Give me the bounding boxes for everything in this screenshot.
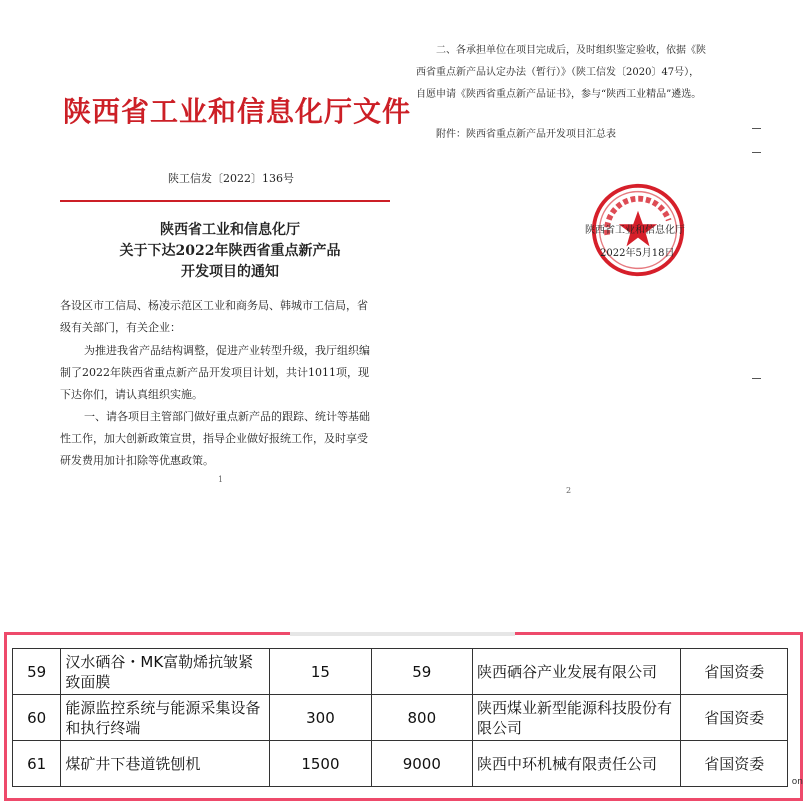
value-b: 800 bbox=[371, 695, 472, 741]
notice-title bbox=[60, 220, 400, 283]
body-line: 研发费用加计扣除等优惠政策。 bbox=[60, 454, 214, 467]
value-b: 9000 bbox=[371, 741, 472, 787]
scan-mark bbox=[752, 128, 761, 129]
red-divider bbox=[60, 200, 390, 202]
table-row bbox=[13, 695, 788, 741]
department: 省国资委 bbox=[681, 695, 788, 741]
company-name: 陕西煤业新型能源科技股份有限公司 bbox=[472, 695, 680, 741]
page2-line: 自愿申请《陕西省重点新产品证书》，参与“陕西工业精品”遴选。 bbox=[416, 89, 702, 100]
body-line: 为推进我省产品结构调整，促进产业转型升级，我厅组织编 bbox=[84, 344, 370, 357]
value-b: 59 bbox=[371, 649, 472, 695]
notice-title-line: 开发项目的通知 bbox=[181, 264, 279, 280]
product-name: 能源监控系统与能源采集设备和执行终端 bbox=[61, 695, 270, 741]
document-header: 陕西省工业和信息化厅文件 bbox=[63, 95, 412, 128]
scan-mark bbox=[752, 152, 761, 153]
product-name: 汉水硒谷・MK富勒烯抗皱紧致面膜 bbox=[61, 649, 270, 695]
company-name: 陕西硒谷产业发展有限公司 bbox=[472, 649, 680, 695]
department: 省国资委 bbox=[681, 649, 788, 695]
value-a: 1500 bbox=[270, 741, 371, 787]
addressee-line: 级有关部门，有关企业： bbox=[60, 321, 181, 334]
notice-title-line: 关于下达2022年陕西省重点新产品 bbox=[119, 243, 341, 259]
edge-text: on bbox=[791, 777, 803, 787]
table-row bbox=[13, 649, 788, 695]
company-name: 陕西中环机械有限责任公司 bbox=[472, 741, 680, 787]
issue-date: 2022年5月18日 bbox=[600, 248, 675, 259]
attachment-note: 附件：陕西省重点新产品开发项目汇总表 bbox=[436, 129, 616, 140]
addressee bbox=[60, 295, 368, 339]
issuer-name: 陕西省工业和信息化厅 bbox=[585, 225, 685, 236]
value-a: 15 bbox=[270, 649, 371, 695]
project-table bbox=[12, 648, 788, 787]
document-number: 陕工信发〔2022〕136号 bbox=[168, 172, 294, 185]
row-index: 60 bbox=[13, 695, 61, 741]
value-a: 300 bbox=[270, 695, 371, 741]
page2-line: 西省重点新产品认定办法（暂行）》（陕工信发〔2020〕47号）， bbox=[416, 67, 700, 78]
addressee-line: 各设区市工信局、杨凌示范区工业和商务局、韩城市工信局，省 bbox=[60, 299, 368, 312]
page-number: 2 bbox=[566, 486, 572, 495]
body-line: 制了2022年陕西省重点新产品开发项目计划，共计1011项，现 bbox=[60, 366, 369, 379]
department: 省国资委 bbox=[681, 741, 788, 787]
body-line: 性工作，加大创新政策宣贯，指导企业做好报统工作，及时享受 bbox=[60, 432, 368, 445]
table-row bbox=[13, 741, 788, 787]
scan-strip bbox=[290, 632, 515, 636]
notice-title-line: 陕西省工业和信息化厅 bbox=[160, 222, 300, 238]
scan-mark bbox=[752, 378, 761, 379]
row-index: 59 bbox=[13, 649, 61, 695]
body-line: 下达你们，请认真组织实施。 bbox=[60, 388, 203, 401]
product-name: 煤矿井下巷道铣刨机 bbox=[61, 741, 270, 787]
row-index: 61 bbox=[13, 741, 61, 787]
page2-line: 二、各承担单位在项目完成后，及时组织鉴定验收，依据《陕 bbox=[436, 45, 706, 56]
body-line: 一、请各项目主管部门做好重点新产品的跟踪、统计等基础 bbox=[84, 410, 370, 423]
page-number: 1 bbox=[218, 475, 224, 484]
notice-body bbox=[60, 340, 370, 472]
page2-paragraph bbox=[416, 40, 706, 106]
